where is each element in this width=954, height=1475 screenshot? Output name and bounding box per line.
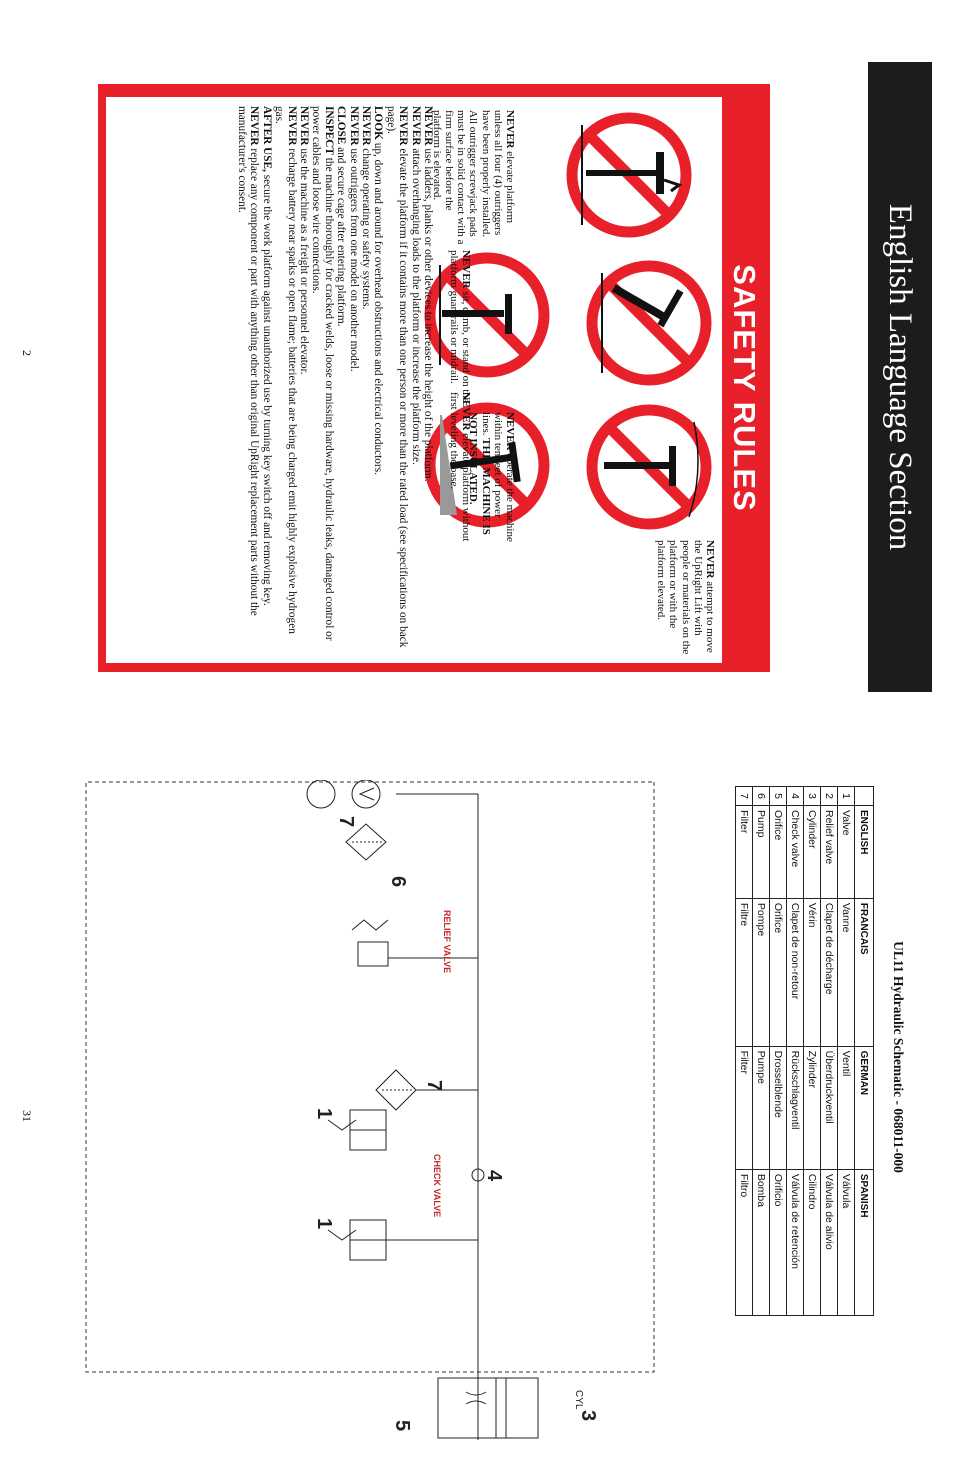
check-valve-label: CHECK VALVE [432,1154,442,1218]
rule-item: NEVER elevate the platform if it contains more than one person or more than the rated load (see specifications on back page). [384,106,410,648]
rule-item: INSPECT the machine thoroughly for cracked welds, loose or missing hardware, hydraulic leaks, damaged control or power cables and loose wire connections. [310,106,335,641]
label-4: 4 [483,1170,505,1182]
no-power-lines-pictogram [584,402,714,532]
no-outriggers-pictogram [564,110,694,240]
rule-item: AFTER USE, secure the work platform against unauthorized use by turning key switch off and removing key. [260,106,273,606]
no-standing-on-guardrail-pictogram [422,250,552,380]
rule-item: NEVER change operating or safety systems. [359,106,372,310]
table-row: 6 Pump Pompe Pumpe Bomba [753,787,770,1316]
caption-guardrails: NEVER sit, climb, or stand on the platform guardrails or midrail. [447,250,472,403]
rule-item: NEVER use outriggers from one model on another model. [347,106,360,372]
rule-item: CLOSE and secure cage after entering platform. [335,106,348,327]
rule-item: NEVER use the machine as a freight or personnel elevator. [297,106,310,375]
label-1b: 1 [313,1218,335,1230]
rule-item: NEVER use ladders, planks or other devices to increase the height of the platform. [422,106,434,482]
caption-leveling: NEVER elevate platform without first leveling the base. [447,392,472,542]
pump-symbol [352,780,380,808]
rule-item: NEVER replace any component or part with anything other than original UpRight replacement parts without the manufacturer's consent. [235,106,261,616]
schematic-title: UL11 Hydraulic Schematic - 068011-000 [891,941,906,1173]
cylinder-symbol [438,1378,538,1438]
motor-symbol [307,780,335,808]
schematic-svg [80,780,656,1440]
table-row: 1 Valve Vanne Ventil Válvula [838,787,855,1316]
safety-rules-title: SAFETY RULES [727,264,762,512]
no-moving-elevated-pictogram [584,258,714,388]
orifice-symbol [466,1392,486,1395]
power-unit-boundary [86,782,654,1372]
relief-valve-label: RELIEF VALVE [442,910,452,974]
label-5: 5 [391,1420,413,1432]
parts-table [735,786,874,1316]
label-7b: 7 [423,1080,445,1092]
label-7a: 7 [335,816,357,828]
table-row: 5 Orifice Orifice Drosselblende Orificio [770,787,787,1316]
rule-item: NEVER recharge battery near sparks or open flame; batteries that are being charged emit highly explosive hydrogen gas. [273,106,298,634]
cyl-label: CYL [573,1390,584,1410]
rule-item: LOOK up, down and around for overhead obstructions and electrical conductors. [372,106,385,475]
section-title: English Language Section [882,203,919,551]
table-row: 7 Filter Filtre Filter Filtro [736,787,753,1316]
label-1a: 1 [313,1108,335,1120]
table-row: 2 Relief valve Clapet de décharge Überdruckventil Válvula de alivio [821,787,838,1316]
caption-moving: NEVER attempt to move the UpRight Lift with people or materials on the platform or with the platform elevated. [655,540,716,655]
page-number-left: 2 [20,350,34,356]
hydraulic-schematic [80,780,656,1440]
rule-item: NEVER attach overhanging loads to the platform or increase the platform size. [409,106,422,465]
table-header-row: ENGLISH FRANCAIS GERMAN SPANISH [855,787,874,1316]
label-3: 3 [577,1410,599,1422]
caption-outriggers: NEVER elevate platform unless all four (4) outriggers have been properly installed. All outrigger screwjack pads must be in solid contact with a firm surface before the platform is elevated. [430,110,516,245]
relief-valve-symbol [358,942,388,966]
caption-power-lines: NEVER operate the machine within ten feet of power lines. THIS MACHINE IS NOT INSULATED. [467,412,516,542]
section-title-bar [868,62,932,692]
page-number-right: 31 [20,1110,34,1122]
table-row: 3 Cylinder Vérin Zylinder Cilindro [804,787,821,1316]
table-row: 4 Check valve Clapet de non-retour Rückschlagventil Válvula de retención [787,787,804,1316]
safety-rules-list [236,106,435,654]
label-6: 6 [387,876,409,888]
